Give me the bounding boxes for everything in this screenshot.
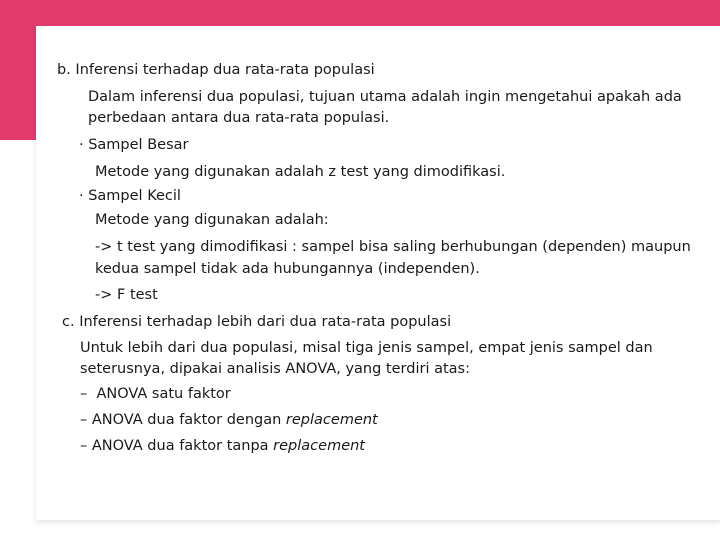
- dash-bullet: –: [80, 412, 88, 428]
- anova-item-italic: replacement: [273, 438, 365, 454]
- section-c-heading: c. Inferensi terhadap lebih dari dua rata-rata populasi: [62, 314, 452, 330]
- anova-item-1: [80, 384, 231, 404]
- dash-bullet: –: [80, 386, 88, 402]
- anova-item-text: ANOVA satu faktor: [96, 386, 231, 402]
- large-sample-text: Metode yang digunakan adalah z test yang dimodifikasi.: [95, 164, 506, 180]
- anova-item-2: [80, 410, 378, 430]
- section-b-intro-line-2: perbedaan antara dua rata-rata populasi.: [88, 110, 390, 126]
- dash-bullet: –: [80, 438, 88, 454]
- small-sample-title: · Sampel Kecil: [79, 188, 181, 204]
- t-test-line-2: kedua sampel tidak ada hubungannya (independen).: [95, 261, 480, 277]
- section-b-heading: b. Inferensi terhadap dua rata-rata populasi: [57, 62, 375, 78]
- anova-item-text: ANOVA dua faktor tanpa: [91, 438, 274, 454]
- section-c-intro-line-1: Untuk lebih dari dua populasi, misal tiga jenis sampel, empat jenis sampel dan: [80, 340, 653, 356]
- small-sample-text: Metode yang digunakan adalah:: [95, 212, 329, 228]
- anova-item-italic: replacement: [285, 412, 378, 428]
- f-test-line: -> F test: [95, 287, 158, 303]
- anova-item-3: [80, 436, 365, 456]
- section-c-intro-line-2: seterusnya, dipakai analisis ANOVA, yang terdiri atas:: [80, 361, 470, 377]
- t-test-line-1: -> t test yang dimodifikasi : sampel bisa saling berhubungan (dependen) maupun: [95, 239, 691, 255]
- anova-item-text: ANOVA dua faktor dengan: [91, 412, 286, 428]
- section-b-intro-line-1: Dalam inferensi dua populasi, tujuan utama adalah ingin mengetahui apakah ada: [88, 89, 682, 105]
- large-sample-title: · Sampel Besar: [79, 137, 189, 153]
